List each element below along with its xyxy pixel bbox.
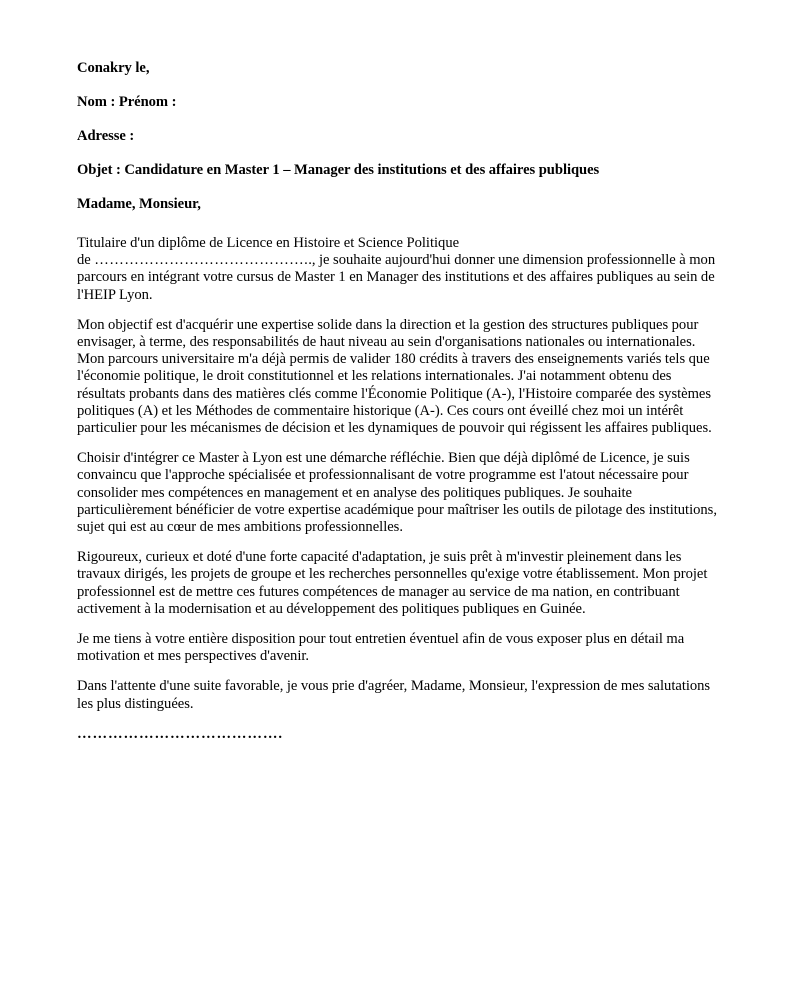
paragraph-availability: Je me tiens à votre entière disposition pour tout entretien éventuel afin de vous exposer plus en détail ma motivation et mes perspectives d'avenir. xyxy=(77,631,685,665)
blank-fill-dots: ……………………………………. xyxy=(94,252,309,269)
subject-line: Objet : Candidature en Master 1 – Manager des institutions et des affaires publiques xyxy=(77,162,600,178)
city-date-line: Conakry le, xyxy=(77,60,150,76)
intro-line-one: Titulaire d'un diplôme de Licence en Histoire et Science Politique xyxy=(77,235,460,251)
address-line: Adresse : xyxy=(77,128,135,144)
paragraph-motivation-school: Choisir d'intégrer ce Master à Lyon est une démarche réfléchie. Bien que déjà diplômé de Licence, je suis convaincu que l'approche spécialisée et professionnalisant de votre programme est l'atout nécessaire pour consolider mes compétences en management et en analyse des politiques publiques. Je souhaite particulièrement bénéficier de votre expertise académique pour maîtriser les outils de pilotage des institutions, sujet qui est au cœur de mes ambitions professionnelles. xyxy=(77,450,717,536)
name-line: Nom : Prénom : xyxy=(77,94,177,110)
signature-line: …………………………………. xyxy=(77,725,283,742)
salutation-line: Madame, Monsieur, xyxy=(77,196,201,212)
paragraph-objective: Mon objectif est d'acquérir une expertise solide dans la direction et la gestion des structures publiques pour envisager, à terme, des responsabilités de haut niveau au sein d'organisations nationales ou internationales. Mon parcours universitaire m'a déjà permis de valider 180 crédits à travers des enseignements variés tels que l'économie politique, le droit constitutionnel et les relations internationales. J'ai notamment obtenu des résultats probants dans des matières clés comme l'Économie Politique (A-), l'Histoire comparée des systèmes politiques (A) et les Méthodes de commentaire historique (A-). Ces cours ont éveillé chez moi un intérêt particulier pour les mécanismes de décision et les dynamiques de pouvoir qui régissent les affaires publiques. xyxy=(77,316,712,437)
intro-line-two-prefix: de xyxy=(77,252,95,269)
paragraph-intro xyxy=(77,235,723,304)
intro-line-two-suffix: ., je souhaite aujourd'hui donner une dimension professionnelle à mon parcours en intégrant votre cursus de Master 1 en Manager des institutions et des affaires publiques au sein de l'HEIP Lyon. xyxy=(77,252,716,303)
letter-body xyxy=(77,60,723,743)
paragraph-closing: Dans l'attente d'une suite favorable, je vous prie d'agréer, Madame, Monsieur, l'expression de mes salutations les plus distinguées. xyxy=(77,678,711,712)
paragraph-qualities: Rigoureux, curieux et doté d'une forte capacité d'adaptation, je suis prêt à m'investir pleinement dans les travaux dirigés, les projets de groupe et les recherches personnelles qu'exige votre établissement. Mon projet professionnel est de mettre ces futures compétences de manager au service de ma nation, en contribuant activement à la modernisation et au développement des politiques publiques en Guinée. xyxy=(77,549,708,617)
